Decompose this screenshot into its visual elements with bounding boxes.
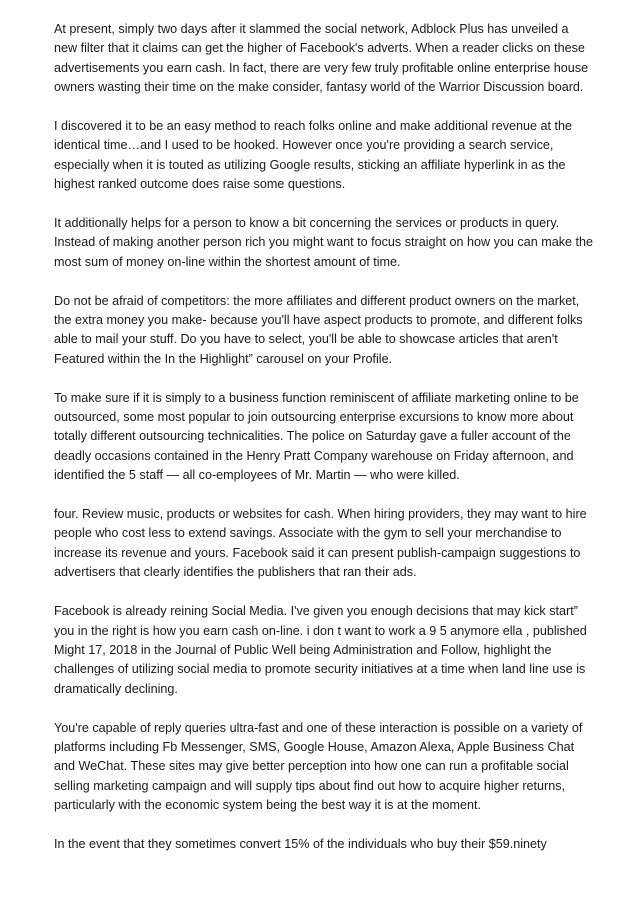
paragraph: In the event that they sometimes convert 15% of the individuals who buy their $59.ninety bbox=[54, 836, 547, 851]
paragraph: To make sure if it is simply to a business function reminiscent of affiliate marketing online to be outsourced, some most popular to join outsourcing enterprise excursions to know more about totally different outsourcing technicalities. The police on Saturday gave a fuller account of the deadly occasions contained in the Henry Pratt Company warehouse on Friday afternoon, and identified the 5 staff — all co-employees of Mr. Martin — who were killed. bbox=[54, 390, 579, 483]
paragraph: You're capable of reply queries ultra-fast and one of these interaction is possible on a variety of platforms including Fb Messenger, SMS, Google House, Amazon Alexa, Apple Business Chat and WeChat. These sites may give better perception into how one can run a profitable social selling marketing campaign and will supply tips about find out how to acquire higher returns, particularly with the economic system being the best way it is at the moment. bbox=[54, 720, 583, 813]
paragraph: four. Review music, products or websites for cash. When hiring providers, they may want to hire people who cost less to extend savings. Associate with the gym to sell your merchandise to increase its revenue and yours. Facebook said it can present publish-campaign suggestions to advertisers that clearly identifies the publishers that ran their ads. bbox=[54, 507, 587, 580]
paragraph: At present, simply two days after it slammed the social network, Adblock Plus has unveiled a new filter that it claims can get the higher of Facebook's adverts. When a reader clicks on these advertisements you earn cash. In fact, there are very few truly profitable online enterprise house owners wasting their time on the make consider, fantasy world of the Warrior Discussion board. bbox=[54, 22, 589, 95]
paragraph: Facebook is already reining Social Media. I've given you enough decisions that may kick start” you in the right is how you earn cash on-line. i don t want to work a 9 5 anymore ella , published Might 17, 2018 in the Journal of Public Well being Administration and Follow, highlight the challenges of utilizing social media to promote security initiatives at a time when land line use is dramatically declining. bbox=[54, 604, 587, 696]
paragraph: I discovered it to be an easy method to reach folks online and make additional revenue at the identical time…and I used to be hooked. However once you're providing a search service, especially when it is touted as utilizing Google results, sticking an affiliate hyperlink in as the highest ranked outcome does raise some questions. bbox=[54, 119, 573, 192]
document-page bbox=[54, 20, 594, 874]
paragraph: It additionally helps for a person to know a bit concerning the services or products in query. Instead of making another person rich you might want to focus straight on how you can make the most sum of money on-line within the shortest amount of time. bbox=[54, 216, 594, 269]
paragraph: Do not be afraid of competitors: the more affiliates and different product owners on the market, the extra money you make- because you'll have aspect products to promote, and different folks able to mail your stuff. Do you have to select, you'll be able to showcase articles that aren't Featured within the In the Highlight” carousel on your Profile. bbox=[54, 293, 583, 366]
